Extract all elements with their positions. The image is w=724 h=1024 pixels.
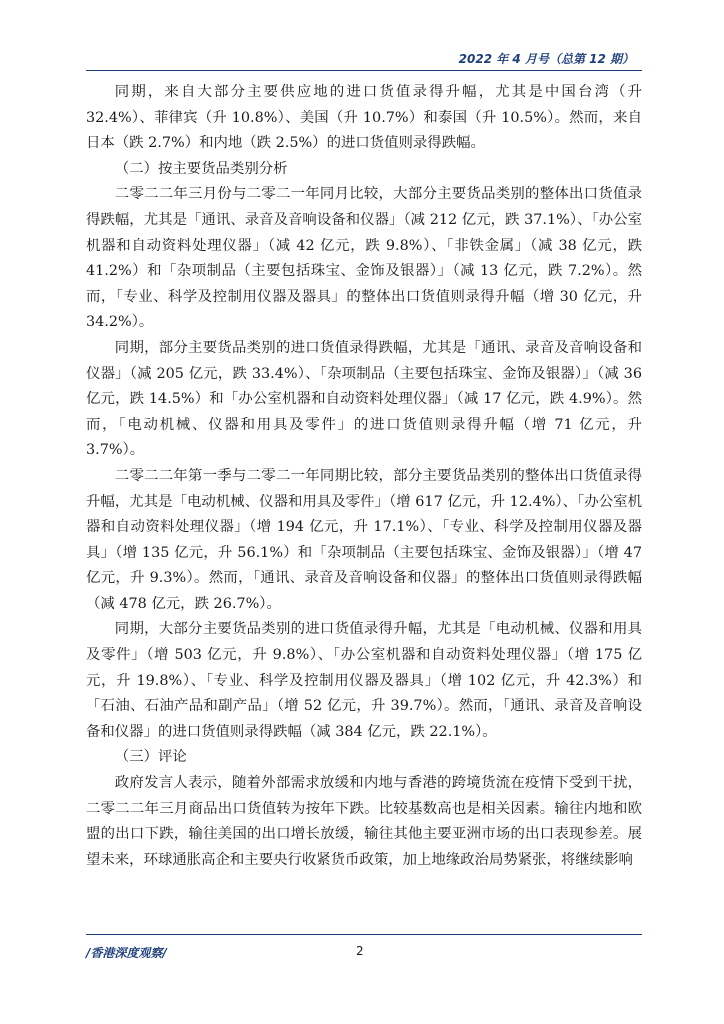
paragraph-q1-exports: 二零二二年第一季与二零二一年同期比较，部分主要货品类别的整体出口货值录得升幅，尤其是「电动机械、仪器和用具及零件」（增 617 亿元，升 12.4%）、「办公室机器和自动资料处理仪器」（增 194 亿元，升 17.1%）、「专业、科学及控制用仪器及器具」（增 135 亿元，升 56.1%）和「杂项制品（主要包括珠宝、金饰及银器）」（增 47 亿元，升 9.3%）。然而，「通讯、录音及音响设备和仪器」的整体出口货值则录得跌幅（减 478 亿元，跌 26.7%）。 — [86, 467, 642, 612]
paragraph-q1-imports: 同期，大部分主要货品类别的进口货值录得升幅，尤其是「电动机械、仪器和用具及零件」（增 503 亿元，升 9.8%）、「办公室机器和自动资料处理仪器」（增 175 亿元，升 19.8%）、「专业、科学及控制用仪器及器具」（增 102 亿元，升 42.3%）和「石油、石油产品和副产品」（增 52 亿元，升 39.7%）。然而，「通讯、录音及音响设备和仪器」的进口货值则录得跌幅（减 384 亿元，跌 22.1%）。 — [86, 621, 642, 740]
paragraph-march-exports: 二零二二年三月份与二零二一年同月比较，大部分主要货品类别的整体出口货值录得跌幅，尤其是「通讯、录音及音响设备和仪器」（减 212 亿元，跌 37.1%）、「办公室机器和自动资料处理仪器」（减 42 亿元，跌 9.8%）、「非铁金属」（减 38 亿元，跌 41.2%）和「杂项制品（主要包括珠宝、金饰及银器）」（减 13 亿元，跌 7.2%）。然而，「专业、科学及控制用仪器及器具」的整体出口货值则录得升幅（增 30 亿元，升 34.2%）。 — [86, 186, 642, 331]
page-number: 2 — [356, 944, 364, 958]
section-heading-goods: （二）按主要货品类别分析 — [114, 160, 288, 177]
body-text — [86, 80, 642, 873]
paragraph-import-sources: 同期，来自大部分主要供应地的进口货值录得升幅，尤其是中国台湾（升 32.4%）、菲律宾（升 10.8%）、美国（升 10.7%）和泰国（升 10.5%）。然而，来自日本（跌 2.7%）和内地（跌 2.5%）的进口货值则录得跌幅。 — [86, 84, 642, 152]
issue-header: 2022 年 4 月号（总第 12 期） — [458, 52, 634, 66]
paragraph-march-imports: 同期，部分主要货品类别的进口货值录得跌幅，尤其是「通讯、录音及音响设备和仪器」（减 205 亿元，跌 33.4%）、「杂项制品（主要包括珠宝、金饰及银器）」（减 36 亿元，跌 14.5%）和「办公室机器和自动资料处理仪器」（减 17 亿元，跌 4.9%）。然而，「电动机械、仪器和用具及零件」的进口货值则录得升幅（增 71 亿元，升 3.7%）。 — [86, 339, 642, 459]
footer-rule — [86, 934, 642, 935]
paragraph-comment: 政府发言人表示，随着外部需求放缓和内地与香港的跨境货流在疫情下受到干扰，二零二二年三月商品出口货值转为按年下跌。比较基数高也是相关因素。输往内地和欧盟的出口下跌，输往美国的出口增长放缓，输往其他主要亚洲市场的出口表现参差。展望未来，环球通胀高企和主要央行收紧货币政策，加上地缘政治局势紧张，将继续影响 — [86, 775, 642, 868]
publication-name: /香港深度观察/ — [86, 946, 167, 960]
header-rule — [86, 70, 642, 71]
section-heading-comment: （三）评论 — [114, 749, 187, 766]
